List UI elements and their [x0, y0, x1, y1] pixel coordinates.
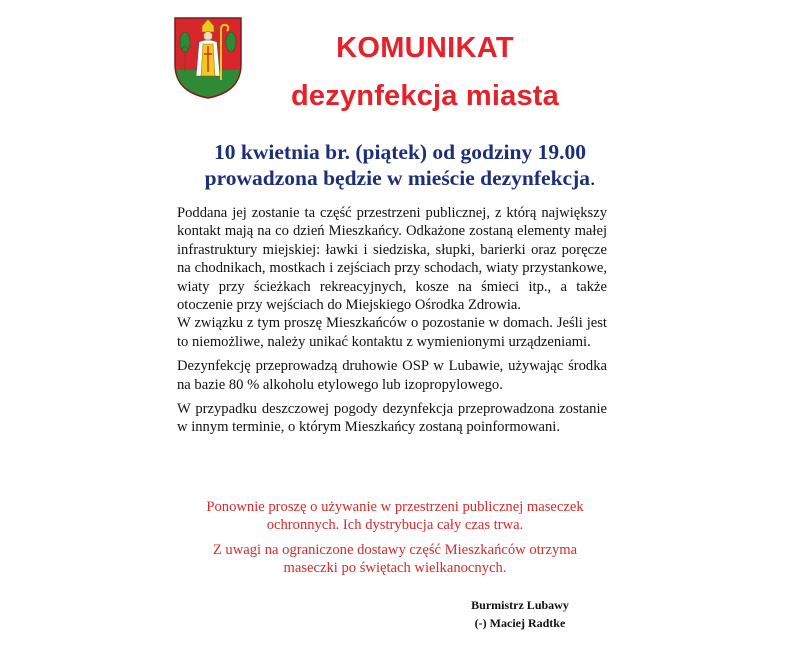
paragraph-weather: W przypadku deszczowej pogody dezynfekcja przeprowadzona zostanie w innym terminie, o którym Mieszkańcy zostaną poinformowani. — [177, 401, 607, 436]
signature-role: Burmistrz Lubawy — [471, 598, 569, 612]
signature-name: (-) Maciej Radtke — [474, 616, 566, 630]
headline-date-line: 10 kwietnia br. (piątek) od godziny 19.00 — [214, 140, 586, 164]
headline — [150, 139, 650, 191]
headline-action-text: prowadzona będzie w mieście dezynfekcja — [204, 166, 590, 190]
notice-masks-line2: ochronnych. Ich dystrybucja cały czas trwa. — [266, 517, 524, 534]
title-subject: dezynfekcja miasta — [291, 80, 559, 112]
coat-of-arms-icon — [173, 16, 243, 100]
notice-masks — [160, 498, 630, 535]
title-komunikat: KOMUNIKAT — [336, 32, 514, 64]
paragraph-scope: Poddana jej zostanie ta część przestrzeni publicznej, z którą największy kontakt mają na co dzień Mieszkańcy. Odkażone zostaną elementy małej infrastruktury miejskiej: ławki i siedziska, słupki, barierki oraz poręcze na chodnikach, mostkach i zejściach przy schodach, wiaty przystankowe, wiaty przy ścieżkach rekreacyjnych, kosze na śmieci itp., a także otoczenie przy wejściach do Miejskiego Ośrodka Zdrowia. — [177, 205, 607, 314]
headline-period: . — [589, 166, 596, 190]
paragraph-stay-home: W związku z tym proszę Mieszkańców o pozostanie w domach. Jeśli jest to niemożliwe, należy unikać kontaktu z wymienionymi urządzeniami. — [177, 315, 607, 350]
paragraph-osp: Dezynfekcję przeprowadzą druhowie OSP w Lubawie, używając środka na bazie 80 % alkoholu etylowego lub izopropylowego. — [177, 358, 607, 393]
notice-supply — [160, 541, 630, 578]
notice-supply-line2: maseczki po świętach wielkanocnych. — [283, 560, 507, 577]
notice-masks-line1: Ponownie proszę o używanie w przestrzeni publicznej maseczek — [206, 499, 584, 515]
notice-supply-line1: Z uwagi na ograniczone dostawy część Mieszkańców otrzyma — [212, 542, 578, 558]
signature — [455, 596, 585, 632]
announcement-body — [177, 204, 607, 437]
headline-action-line — [150, 165, 650, 191]
